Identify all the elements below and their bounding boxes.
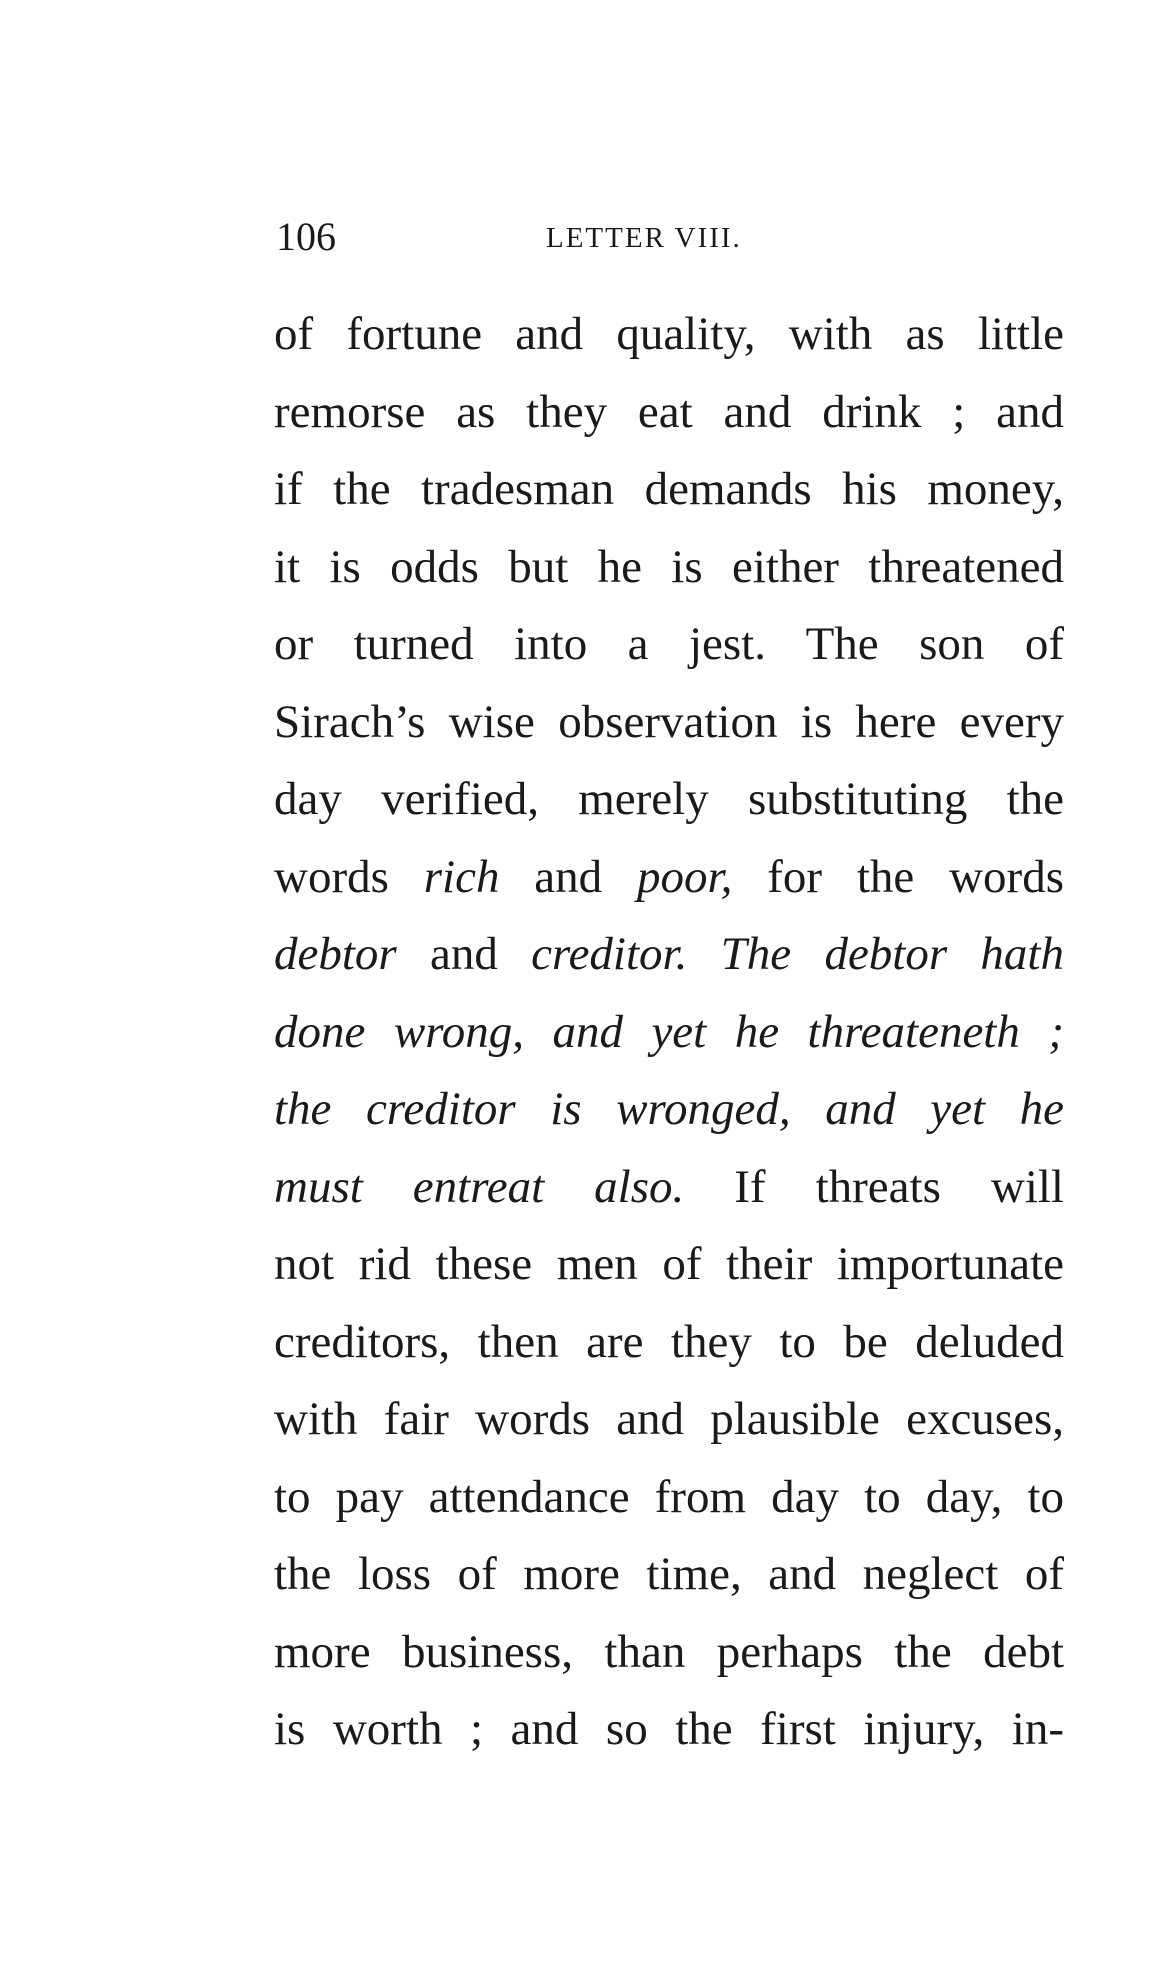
- text-line: [274, 374, 1064, 452]
- text-segment: or turned into a jest. The son of: [274, 618, 1064, 670]
- running-head: [276, 212, 1076, 262]
- text-line: [274, 761, 1064, 839]
- text-line: [274, 1536, 1064, 1614]
- italic-text-segment: must entreat also.: [274, 1160, 685, 1213]
- page-number: 106: [276, 214, 336, 259]
- text-line: [274, 839, 1064, 917]
- text-line: [274, 1071, 1064, 1149]
- text-segment: day verified, merely substituting the: [274, 773, 1064, 825]
- text-line: [274, 684, 1064, 762]
- text-segment: Sirach’s wise observation is here every: [274, 695, 1064, 748]
- text-line: [274, 1691, 1064, 1769]
- text-segment: not rid these men of their importunate: [274, 1238, 1064, 1290]
- text-line: [274, 296, 1064, 374]
- text-line: [274, 451, 1064, 529]
- text-segment: of fortune and quality, with as little: [274, 308, 1064, 360]
- italic-text-segment: creditor.: [531, 928, 688, 980]
- text-segment: to pay attendance from day to day, to: [274, 1470, 1064, 1523]
- text-segment: is worth ; and so the first injury, in-: [274, 1703, 1064, 1755]
- text-segment: for the words: [732, 850, 1064, 903]
- text-segment: it is odds but he is either threatened: [274, 540, 1064, 593]
- text-segment: and: [499, 850, 638, 903]
- text-segment: more business, than perhaps the debt: [274, 1625, 1064, 1678]
- text-line: [274, 1304, 1064, 1382]
- text-segment: if the tradesman demands his money,: [274, 463, 1064, 515]
- text-segment: words: [274, 850, 424, 903]
- text-line: [274, 1149, 1064, 1227]
- text-line: [274, 606, 1064, 684]
- text-line: [274, 529, 1064, 607]
- body-text: [274, 296, 1064, 1769]
- italic-text-segment: The debtor hath: [720, 928, 1064, 980]
- text-line: [274, 1459, 1064, 1537]
- text-segment: creditors, then are they to be deluded: [274, 1315, 1064, 1368]
- italic-text-segment: poor,: [637, 850, 733, 903]
- italic-text-segment: rich: [423, 850, 500, 903]
- text-line: [274, 994, 1064, 1072]
- italic-text-segment: the creditor is wronged, and yet he: [274, 1083, 1064, 1135]
- text-segment: the loss of more time, and neglect of: [274, 1548, 1064, 1600]
- text-line: [274, 916, 1064, 994]
- text-line: [274, 1381, 1064, 1459]
- text-line: [274, 1614, 1064, 1692]
- running-head-title: LETTER VIII.: [546, 222, 742, 254]
- italic-text-segment: debtor: [274, 928, 397, 980]
- text-segment: If threats will: [684, 1160, 1064, 1213]
- italic-text-segment: done wrong, and yet he threateneth ;: [274, 1005, 1064, 1058]
- text-segment: with fair words and plausible excuses,: [274, 1393, 1064, 1445]
- text-segment: and: [396, 928, 532, 980]
- text-segment: remorse as they eat and drink ; and: [274, 385, 1064, 438]
- text-segment: [687, 928, 720, 980]
- text-line: [274, 1226, 1064, 1304]
